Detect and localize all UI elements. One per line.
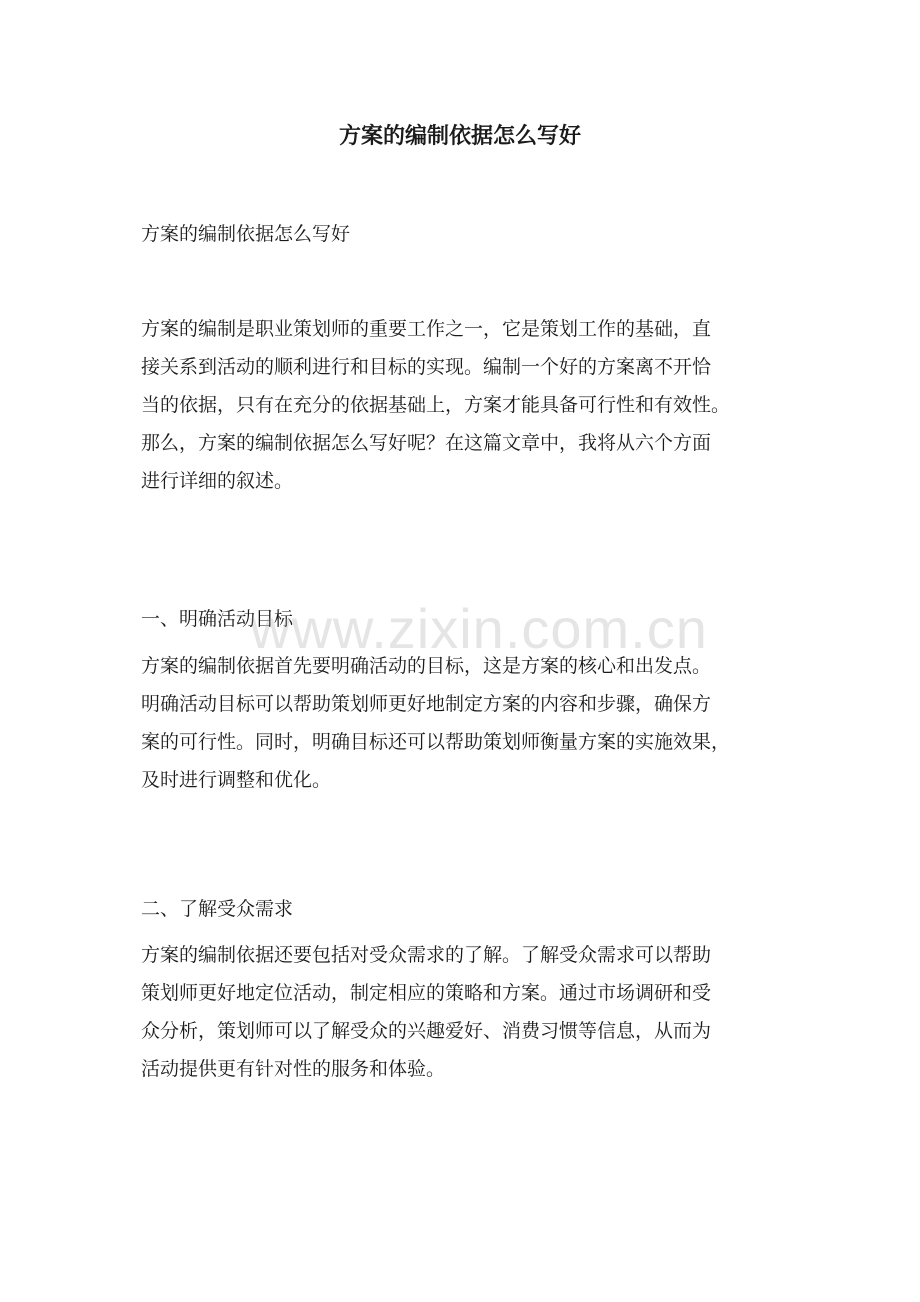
section1-line: 明确活动目标可以帮助策划师更好地制定方案的内容和步骤，确保方 xyxy=(141,693,712,715)
section2-line: 策划师更好地定位活动，制定相应的策略和方案。通过市场调研和受 xyxy=(141,982,712,1004)
watermark: www.zixin.com.cn xyxy=(250,597,708,660)
section1-line: 案的可行性。同时，明确目标还可以帮助策划师衡量方案的实施效果， xyxy=(141,731,731,753)
section2-paragraph xyxy=(141,936,801,1088)
section1-line: 及时进行调整和优化。 xyxy=(141,769,332,791)
document-title: 方案的编制依据怎么写好 xyxy=(338,123,581,149)
section1-heading: 一、明确活动目标 xyxy=(141,608,294,630)
section2-heading: 二、了解受众需求 xyxy=(141,898,294,920)
document-subtitle: 方案的编制依据怎么写好 xyxy=(141,223,351,245)
section1-line: 方案的编制依据首先要明确活动的目标，这是方案的核心和出发点。 xyxy=(141,655,712,677)
section2-line: 活动提供更有针对性的服务和体验。 xyxy=(141,1058,446,1080)
intro-line: 方案的编制是职业策划师的重要工作之一，它是策划工作的基础，直 xyxy=(141,318,712,340)
section2-line: 方案的编制依据还要包括对受众需求的了解。了解受众需求可以帮助 xyxy=(141,944,712,966)
intro-line: 接关系到活动的顺利进行和目标的实现。编制一个好的方案离不开恰 xyxy=(141,356,712,378)
section1-paragraph xyxy=(141,647,801,799)
intro-paragraph xyxy=(141,310,801,500)
intro-line: 那么，方案的编制依据怎么写好呢？在这篇文章中，我将从六个方面 xyxy=(141,432,712,454)
intro-line: 当的依据，只有在充分的依据基础上，方案才能具备可行性和有效性。 xyxy=(141,394,731,416)
section2-line: 众分析，策划师可以了解受众的兴趣爱好、消费习惯等信息，从而为 xyxy=(141,1020,712,1042)
intro-line: 进行详细的叙述。 xyxy=(141,470,294,492)
